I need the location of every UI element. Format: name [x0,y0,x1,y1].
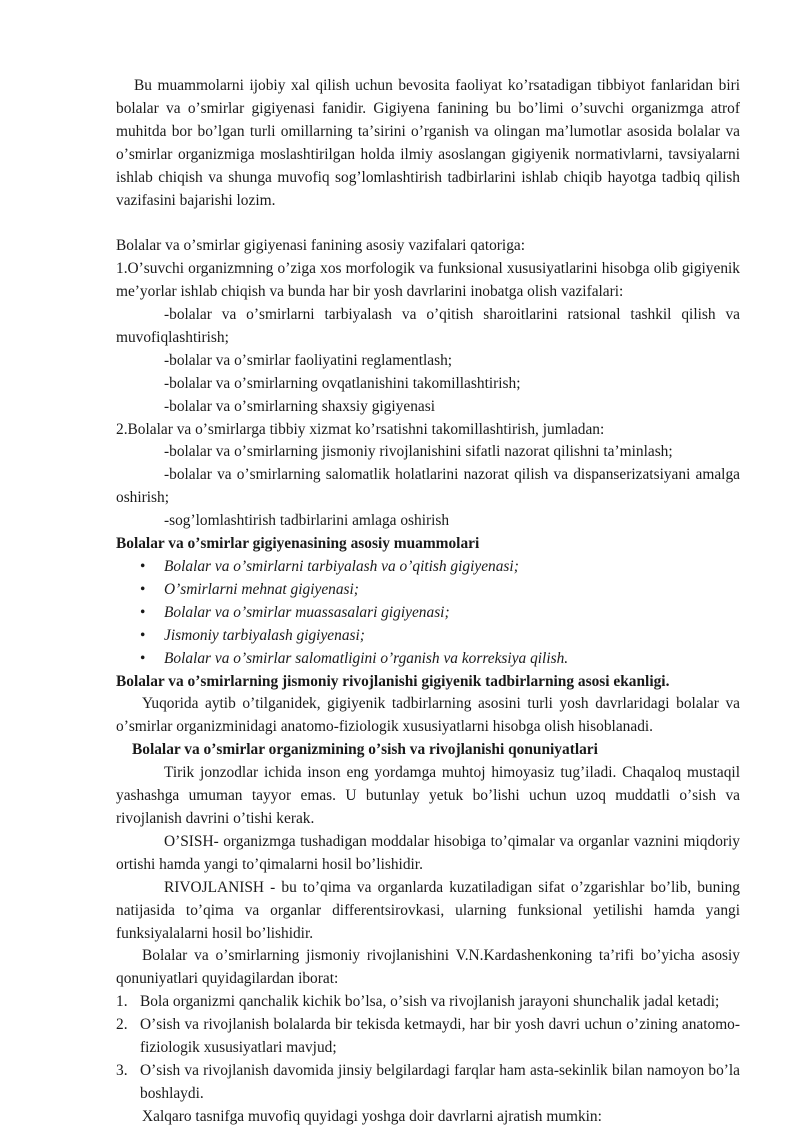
task-2-sub-2: -bolalar va oʼsmirlarning salomatlik holatlarini nazorat qilish va dispanserizatsiyani amalga oshirish; [116,466,740,507]
task-1-sub-1: -bolalar va oʼsmirlarni tarbiyalash va oʼqitish sharoitlarini ratsional tashkil qilish va muvofiqlashtirish; [116,306,740,346]
kardashenko-intro: Bolalar va oʼsmirlarning jismoniy rivojlanishini V.N.Kardashenkoning taʼrifi boʼyicha asosiy qonuniyatlari quyidagilardan iborat: [116,947,740,988]
task-1-sub-2: -bolalar va oʼsmirlar faoliyatini reglamentlash; [164,351,453,369]
heading-basis: Bolalar va oʼsmirlarning jismoniy rivojlanishi gigiyenik tadbirlarning asosi ekanligi. [116,672,670,690]
heading-laws: Bolalar va oʼsmirlar organizmining oʼsish va rivojlanishi qonuniyatlari [132,741,598,759]
list-item: • Bolalar va oʼsmirlarni tarbiyalash va oʼqitish gigiyenasi; [116,556,740,579]
bullet-icon: • [140,558,146,576]
task-1-sub-4: -bolalar va oʼsmirlarning shaxsiy gigiyenasi [164,397,435,415]
task-1: 1.Oʼsuvchi organizmning oʼziga xos morfologik va funksional xususiyatlarini hisobga olib gigiyenik meʼyorlar ishlab chiqish va bunda har bir yosh davrlarini inobatga olish vazifalari: [116,260,740,301]
task-2-sub-3: -sogʼlomlashtirish tadbirlarini amlaga oshirish [164,512,450,530]
task-2: 2.Bolalar va oʼsmirlarga tibbiy xizmat koʼrsatishni takomillashtirish, jumladan: [116,420,605,438]
intro-paragraph: Bu muammolarni ijobiy xal qilish uchun bevosita faoliyat koʼrsatadigan tibbiyot fanlaridan biri bolalar va oʼsmirlar gigiyenasi fanidir. Gigiyena fanining bu boʼlimi oʼsuvchi organizmga atrof muhitda bor boʼlgan turli omillarning taʼsirini oʼrganish va olingan maʼlumotlar asosida bolalar va oʼsmirlar organizmiga moslashtirilgan holda ilmiy asoslangan gigiyenik normativlarni, tavsiyalarni ishlab chiqish va shunga muvofiq sogʼlomlashtirish tadbirlarini ishlab chiqib hayotga tadbiq qilish vazifasini bajarishi lozim. [116,77,740,209]
laws-paragraph-1: Tirik jonzodlar ichida inson eng yordamga muhtoj himoyasiz tugʼiladi. Chaqaloq mustaqil yashashga umuman tayyor emas. U butunlay yetuk boʼlishi uchun uzoq muddatli oʼsish va rivojlanish davrini oʼtishi kerak. [116,764,740,827]
blank-line [116,212,740,235]
laws-list [116,991,740,1106]
closing-paragraph: Xalqaro tasnifga muvofiq quyidagi yoshga doir davrlarni ajratish mumkin: [142,1107,602,1125]
tasks-intro: Bolalar va oʼsmirlar gigiyenasi fanining asosiy vazifalari qatoriga: [116,237,526,255]
bullet-icon: • [140,580,146,598]
heading-problems: Bolalar va oʼsmirlar gigiyenasining asosiy muammolari [116,535,480,553]
list-item: 1. Bola organizmi qanchalik kichik boʼlsa, oʼsish va rivojlanish jarayoni shunchalik jadal ketadi; [116,993,720,1011]
task-1-sub-3: -bolalar va oʼsmirlarning ovqatlanishini takomillashtirish; [164,374,521,392]
bullet-icon: • [140,603,146,621]
list-item: • Bolalar va oʼsmirlar salomatligini oʼrganish va korreksiya qilish. [116,648,740,671]
bullet-icon: • [140,626,146,644]
list-item: 2. Oʼsish va rivojlanish bolalarda bir tekisda ketmaydi, har bir yosh davri uchun oʼzining anatomo-fiziologik xususiyatlari mavjud; [116,1016,740,1057]
list-item: • Oʼsmirlarni mehnat gigiyenasi; [116,579,740,602]
laws-paragraph-3: RIVOJLANISH - bu toʼqima va organlarda kuzatiladigan sifat oʼzgarishlar boʼlib, buning natijasida toʼqima va organlar differentsirovkasi, ularning funksional yetilishi hamda yangi funksiyalalarni hosil boʼlishidir. [116,878,740,942]
list-item: 3. Oʼsish va rivojlanish davomida jinsiy belgilardagi farqlar ham asta-sekinlik bilan namoyon boʼla boshlaydi. [116,1061,740,1102]
laws-paragraph-2: OʼSISH- organizmga tushadigan moddalar hisobiga toʼqimalar va organlar vaznini miqdoriy ortishi hamda yangi toʼqimalarni hosil boʼlishidir. [116,832,740,873]
list-item: • Bolalar va oʼsmirlar muassasalari gigiyenasi; [116,602,740,625]
bullet-icon: • [140,649,146,667]
task-2-sub-1: -bolalar va oʼsmirlarning jismoniy rivojlanishini sifatli nazorat qilishni taʼminlash; [164,443,673,461]
list-item: • Jismoniy tarbiyalash gigiyenasi; [116,625,740,648]
problems-list [116,556,740,671]
document-body [116,75,740,1129]
basis-paragraph: Yuqorida aytib oʼtilganidek, gigiyenik tadbirlarning asosini turli yosh davrlaridagi bolalar va oʼsmirlar organizminidagi anatomo-fiziologik xususiyatlarni hisobga olish hisoblanadi. [116,695,740,736]
